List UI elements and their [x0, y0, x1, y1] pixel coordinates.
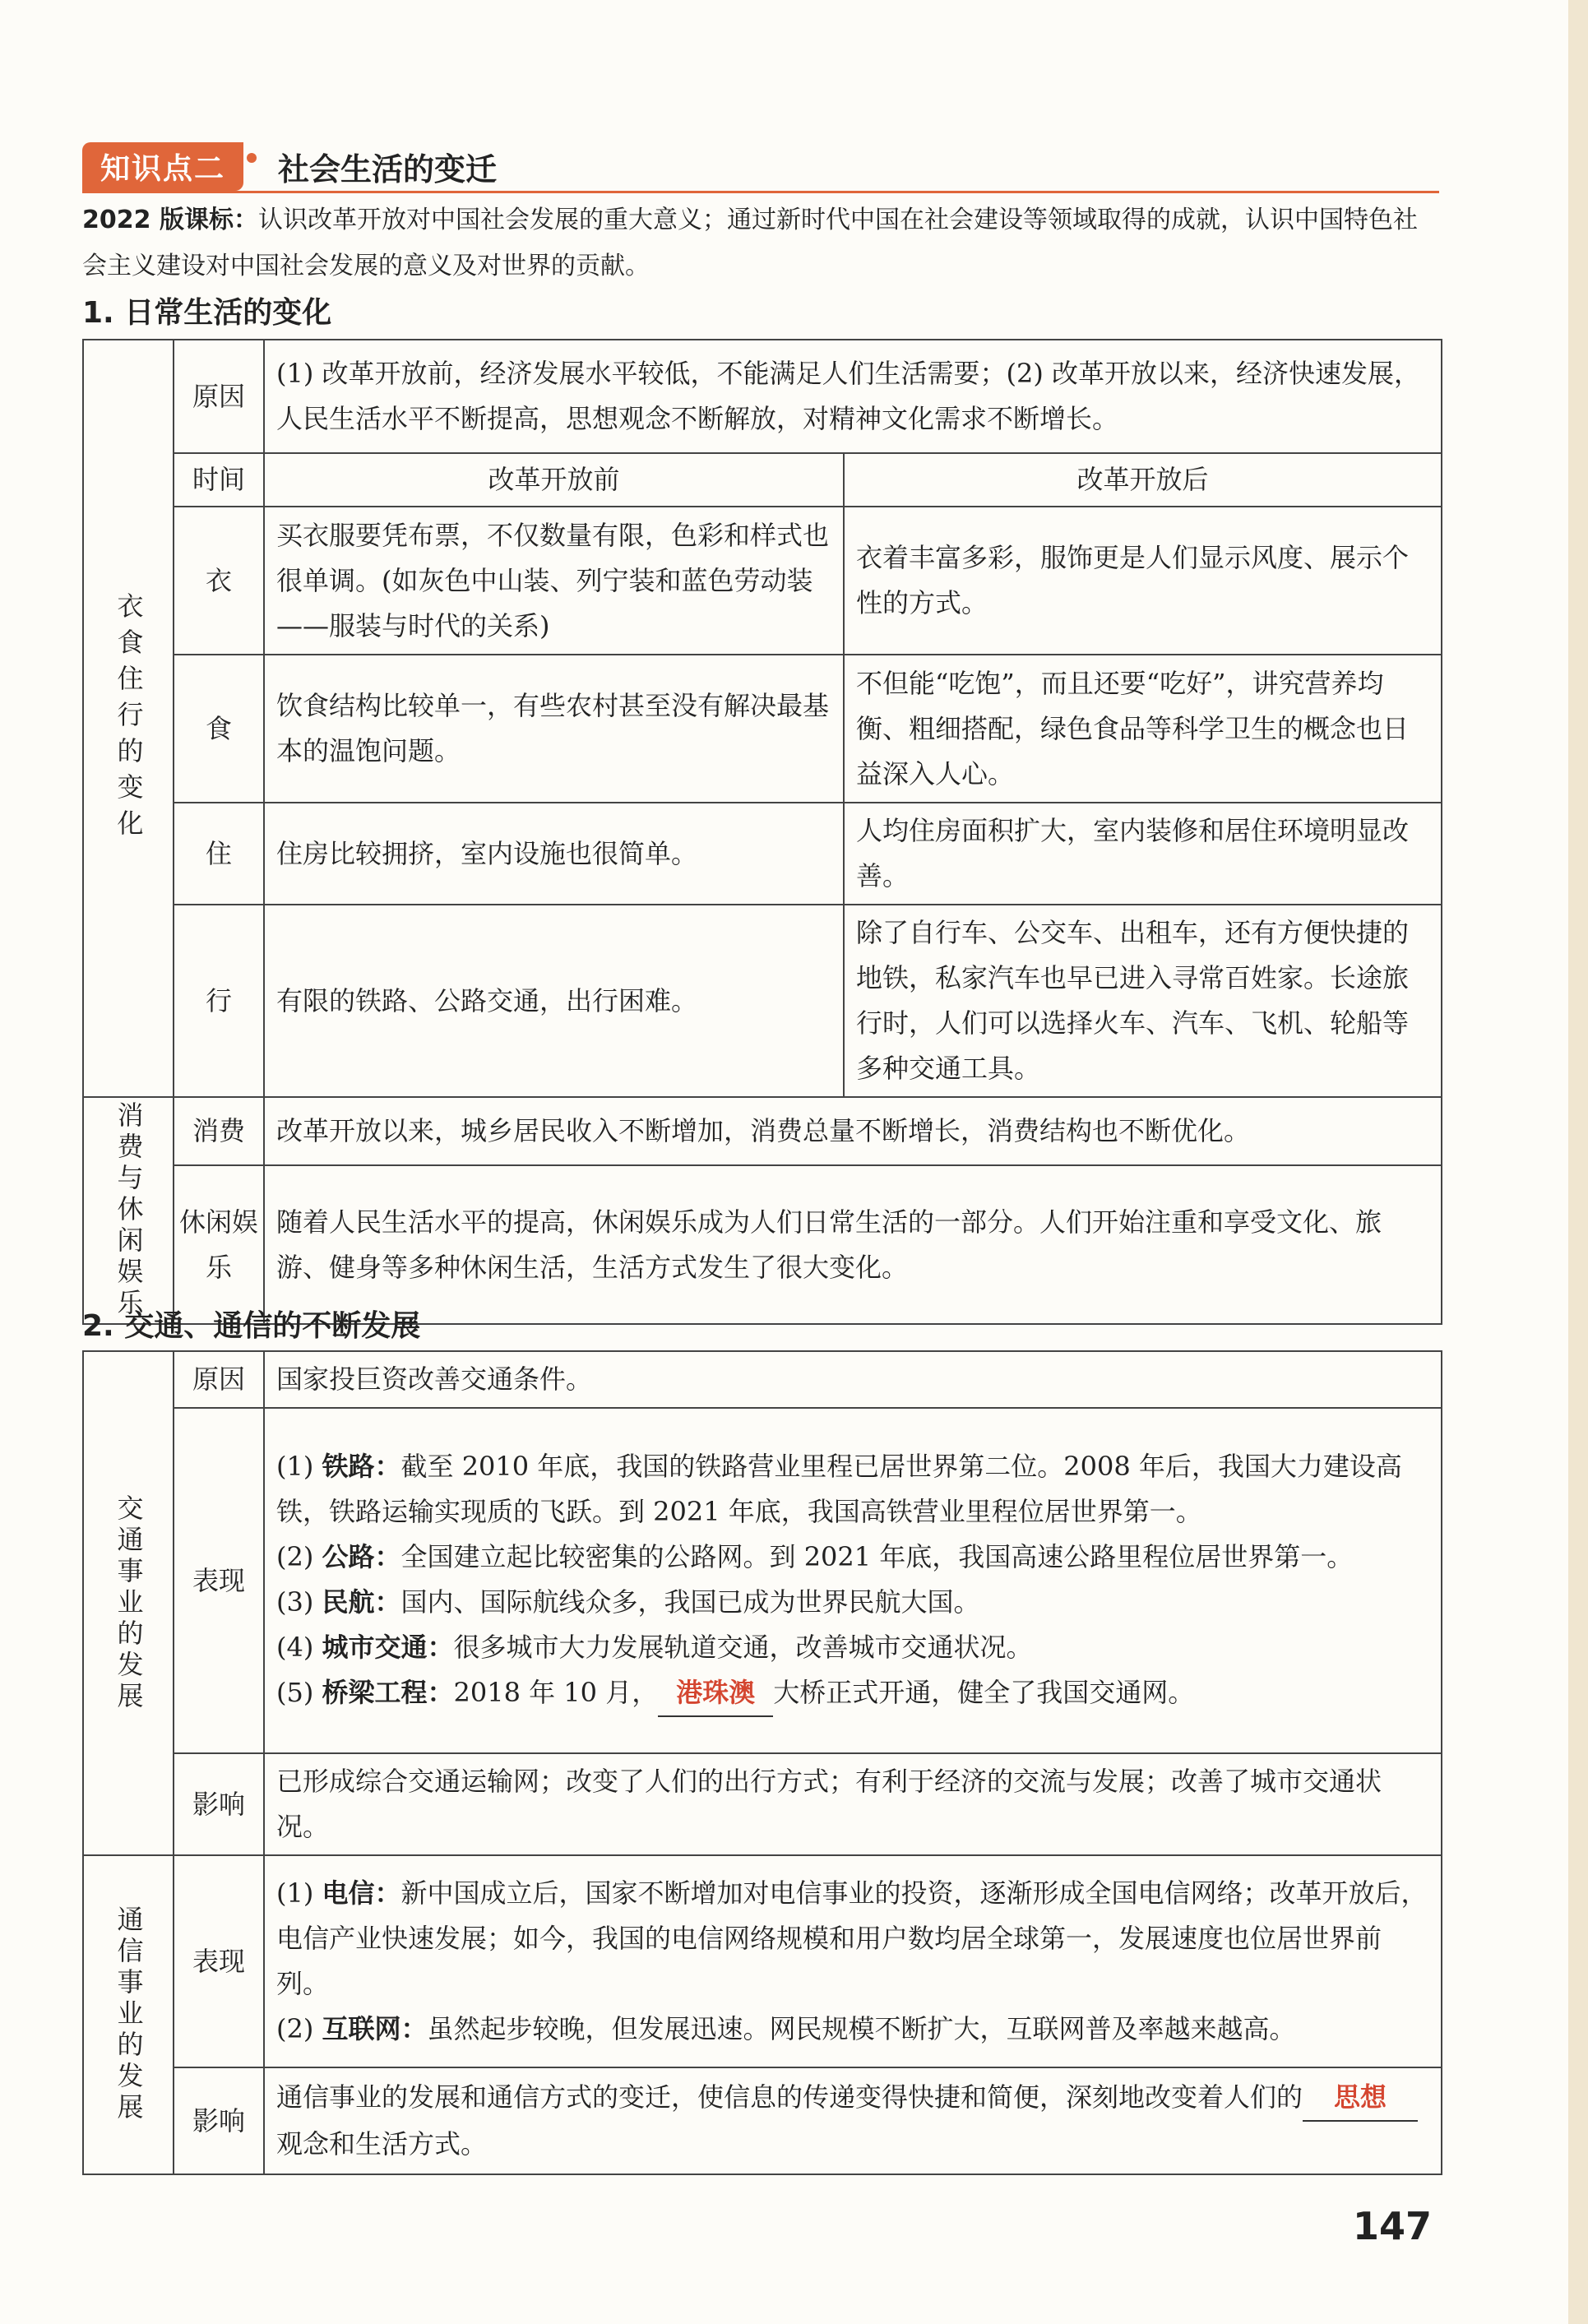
badge-dot — [247, 153, 257, 163]
housing-after: 人均住房面积扩大，室内装修和居住环境明显改善。 — [844, 803, 1442, 905]
consumption-text: 改革开放以来，城乡居民收入不断增加，消费总量不断增长，消费结构也不断优化。 — [264, 1097, 1442, 1165]
perf-aviation: (3) 民航：国内、国际航线众多，我国已成为世界民航大国。 — [276, 1586, 980, 1618]
curriculum-standard — [82, 197, 1439, 289]
comm-impact-text: 通信事业的发展和通信方式的变迁，使信息的传递变得快捷和简便，深刻地改变着人们的 思想观念和生活方式。 — [264, 2067, 1442, 2174]
comm-performance — [264, 1855, 1442, 2067]
perf-urban-transit: (4) 城市交通：很多城市大力发展轨道交通，改善城市交通状况。 — [276, 1632, 1033, 1663]
perf-telecom: (1) 电信：新中国成立后，国家不断增加对电信事业的投资，逐渐形成全国电信网络；改革开放后，电信产业快速发展；如今，我国的电信网络规模和用户数均居全球第一，发展速度也位居世界前列。 — [276, 1877, 1428, 1999]
page-title: 社会生活的变迁 — [278, 150, 498, 187]
transport-communication-table — [82, 1350, 1442, 2175]
before-reform-header: 改革开放前 — [264, 453, 844, 507]
group-consumption-leisure: 消费与休闲娱乐 — [83, 1097, 174, 1324]
perf-bridge: (5) 桥梁工程：2018 年 10 月， 港珠澳 大桥正式开通，健全了我国交通网。 — [276, 1670, 1429, 1717]
daily-life-table — [82, 339, 1442, 1325]
section-header — [82, 141, 497, 191]
standard-text: 认识改革开放对中国社会发展的重大意义；通过新时代中国在社会建设等领域取得的成就，认识中国特色社会主义建设对中国社会发展的意义及对世界的贡献。 — [82, 206, 1418, 280]
row-label-clothing: 衣 — [174, 507, 264, 655]
clothing-before: 买衣服要凭布票，不仅数量有限，色彩和样式也很单调。(如灰色中山装、列宁装和蓝色劳动装——服装与时代的关系) — [264, 507, 844, 655]
header-underline — [82, 191, 1439, 193]
comm-impact-label: 影响 — [174, 2067, 264, 2174]
reason-text: (1) 改革开放前，经济发展水平较低，不能满足人们生活需要；(2) 改革开放以来，经济快速发展，人民生活水平不断提高，思想观念不断解放，对精神文化需求不断增长。 — [264, 340, 1442, 453]
transport-performance — [264, 1408, 1442, 1753]
housing-before: 住房比较拥挤，室内设施也很简单。 — [264, 803, 844, 905]
consumption-label: 消费 — [174, 1097, 264, 1165]
travel-before: 有限的铁路、公路交通，出行困难。 — [264, 905, 844, 1097]
after-reform-header: 改革开放后 — [844, 453, 1442, 507]
leisure-text: 随着人民生活水平的提高，休闲娱乐成为人们日常生活的一部分。人们开始注重和享受文化、旅游、健身等多种休闲生活，生活方式发生了很大变化。 — [264, 1165, 1442, 1324]
time-label: 时间 — [174, 453, 264, 507]
perf-highway: (2) 公路：全国建立起比较密集的公路网。到 2021 年底，我国高速公路里程位居世界第一。 — [276, 1541, 1354, 1572]
section2-title: 2. 交通、通信的不断发展 — [82, 1309, 421, 1343]
row-label-food: 食 — [174, 655, 264, 803]
transport-impact-text: 已形成综合交通运输网；改变了人们的出行方式；有利于经济的交流与发展；改善了城市交通状况。 — [264, 1753, 1442, 1855]
section1-title: 1. 日常生活的变化 — [82, 296, 332, 330]
page-number: 147 — [1352, 2204, 1432, 2248]
transport-impact-label: 影响 — [174, 1753, 264, 1855]
food-after: 不但能“吃饱”，而且还要“吃好”，讲究营养均衡、粗细搭配，绿色食品等科学卫生的概念也日益深入人心。 — [844, 655, 1442, 803]
food-before: 饮食结构比较单一，有些农村甚至没有解决最基本的温饱问题。 — [264, 655, 844, 803]
group-communication: 通信事业的发展 — [83, 1855, 174, 2174]
transport-reason-text: 国家投巨资改善交通条件。 — [264, 1351, 1442, 1408]
travel-after: 除了自行车、公交车、出租车，还有方便快捷的地铁，私家汽车也早已进入寻常百姓家。长途旅行时，人们可以选择火车、汽车、飞机、轮船等多种交通工具。 — [844, 905, 1442, 1097]
leisure-label: 休闲娱乐 — [174, 1165, 264, 1324]
clothing-after: 衣着丰富多彩，服饰更是人们显示风度、展示个性的方式。 — [844, 507, 1442, 655]
knowledge-badge: 知识点二 — [82, 142, 243, 191]
reason-label: 原因 — [174, 340, 264, 453]
perf-internet: (2) 互联网：虽然起步较晚，但发展迅速。网民规模不断扩大，互联网普及率越来越高。 — [276, 2013, 1296, 2044]
page-edge — [1568, 0, 1588, 2324]
group-food-clothing-housing-travel: 衣食住行的变化 — [83, 340, 174, 1097]
row-label-housing: 住 — [174, 803, 264, 905]
answer-blank-thought: 思想 — [1303, 2075, 1418, 2122]
answer-blank-bridge: 港珠澳 — [658, 1670, 773, 1717]
standard-label: 2022 版课标： — [82, 206, 258, 234]
transport-reason-label: 原因 — [174, 1351, 264, 1408]
group-transport: 交通事业的发展 — [83, 1351, 174, 1855]
row-label-travel: 行 — [174, 905, 264, 1097]
transport-perf-label: 表现 — [174, 1408, 264, 1753]
comm-perf-label: 表现 — [174, 1855, 264, 2067]
perf-railway: (1) 铁路：截至 2010 年底，我国的铁路营业里程已居世界第二位。2008 年后，我国大力建设高铁，铁路运输实现质的飞跃。到 2021 年底，我国高铁营业里程位居世界第一。 — [276, 1451, 1402, 1527]
